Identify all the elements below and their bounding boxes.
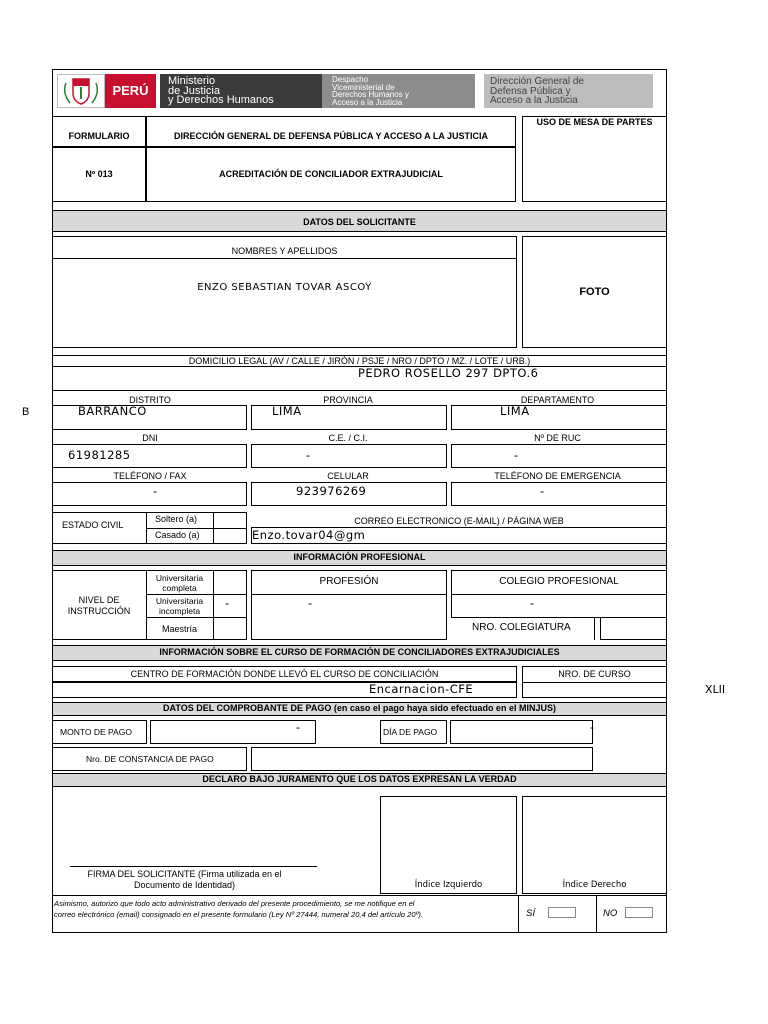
despacho-line: Viceministerial de	[332, 82, 395, 92]
autorizo-line: correo electrónico (email) consignado en el presente formulario (Ley Nº 27444, numeral 20,4 del artículo 20º).	[54, 910, 423, 919]
nombres-label: NOMBRES Y APELLIDOS	[231, 246, 338, 256]
univ-incompleta-line: incompleta	[158, 606, 201, 616]
nivel-line: NIVEL DE	[78, 595, 120, 605]
ce-field[interactable]: -	[306, 448, 311, 462]
centro-field[interactable]: Encarnacion-CFE	[369, 682, 474, 696]
provincia-label: PROVINCIA	[323, 395, 373, 405]
ce-label: C.E. / C.I.	[328, 433, 368, 443]
firma-line: Documento de Identidad)	[133, 880, 236, 890]
dni-label: DNI	[142, 433, 158, 443]
estado-civil-label: ESTADO CIVIL	[62, 520, 124, 530]
provincia-field[interactable]: LIMA	[272, 404, 302, 418]
celular-label: CELULAR	[327, 471, 369, 481]
si-label: SÍ	[526, 908, 535, 919]
colegio-field[interactable]: -	[530, 596, 535, 610]
no-label: NO	[603, 908, 618, 919]
univ-incompleta-line: Universitaria	[155, 596, 204, 606]
telefono-field-box	[52, 482, 247, 506]
solicitante-section-title: DATOS DEL SOLICITANTE	[303, 217, 416, 227]
ruc-field-box	[451, 444, 667, 468]
departamento-label: DEPARTAMENTO	[520, 395, 595, 405]
dia-field-box	[450, 720, 593, 744]
margin-note-right: XLII	[705, 683, 726, 696]
direccion-line: Defensa Pública y	[490, 85, 571, 97]
nivel-label	[52, 595, 146, 617]
domicilio-field[interactable]: PEDRO ROSELLO 297 DPTO.6	[358, 366, 539, 380]
monto-label: MONTO DE PAGO	[60, 727, 132, 737]
distrito-field[interactable]: BARRANCO	[78, 404, 147, 418]
centro-label: CENTRO DE FORMACIÓN DONDE LLEVÓ EL CURSO DE CONCILIACIÓN	[130, 669, 439, 679]
departamento-field[interactable]: LIMA	[500, 404, 530, 418]
dni-field[interactable]: 61981285	[68, 448, 131, 462]
domicilio-label: DOMICILIO LEGAL (AV / CALLE / JIRÓN / PSJE / NRO / DPTO / MZ. / LOTE / URB.)	[188, 356, 531, 366]
declaracion-section-title: DECLARO BAJO JURAMENTO QUE LOS DATOS EXPRESAN LA VERDAD	[202, 774, 517, 784]
autorizo-line: Asimismo, autorizo que todo acto administrativo derivado del presente procedimiento, se me notifique en el	[54, 899, 415, 908]
univ-incompleta-field[interactable]: -	[225, 596, 230, 610]
direccion-title: DIRECCIÓN GENERAL DE DEFENSA PÚBLICA Y ACCESO A LA JUSTICIA	[173, 131, 489, 141]
curso-section-title: INFORMACIÓN SOBRE EL CURSO DE FORMACIÓN DE CONCILIADORES EXTRAJUDICIALES	[159, 647, 560, 657]
numero-label: Nº 013	[85, 169, 113, 179]
si-checkbox[interactable]	[548, 907, 576, 918]
acreditacion-title: ACREDITACIÓN DE CONCILIADOR EXTRAJUDICIAL	[219, 169, 443, 179]
ministerio-line: de Justicia	[168, 84, 220, 97]
colegiatura-field[interactable]	[600, 617, 667, 640]
peru-shield-icon	[57, 74, 105, 108]
constancia-field[interactable]	[251, 747, 593, 771]
constancia-label: Nro. DE CONSTANCIA DE PAGO	[86, 754, 214, 764]
margin-note-left: B	[22, 406, 30, 418]
soltero-checkbox[interactable]	[214, 513, 246, 527]
direccion-line: Dirección General de	[490, 76, 584, 87]
colegio-label: COLEGIO PROFESIONAL	[499, 576, 619, 587]
ministerio-line: Ministerio	[168, 75, 216, 87]
firma-label	[62, 869, 307, 891]
profesion-label: PROFESIÓN	[319, 576, 379, 587]
departamento-field-box	[451, 405, 667, 430]
univ-completa-line: Universitaria	[155, 573, 204, 583]
nombres-field[interactable]: ENZO SEBASTIAN TOVAR ASCOY	[197, 282, 372, 293]
colegiatura-label: NRO. COLEGIATURA	[472, 622, 571, 633]
nro-curso-label: NRO. DE CURSO	[558, 669, 631, 679]
casado-checkbox[interactable]	[214, 529, 246, 543]
dia-label: DÍA DE PAGO	[383, 727, 438, 737]
formulario-label: FORMULARIO	[68, 131, 130, 141]
foto-label: FOTO	[579, 286, 610, 298]
direccion-block	[484, 74, 653, 108]
pago-section-title: DATOS DEL COMPROBANTE DE PAGO (en caso el pago haya sido efectuado en el MINJUS)	[163, 703, 556, 713]
direccion-line: Acceso a la Justicia	[490, 95, 578, 106]
emergencia-field[interactable]: -	[540, 484, 545, 498]
univ-completa-label	[146, 573, 213, 593]
soltero-label: Soltero (a)	[155, 514, 198, 524]
peru-label	[105, 74, 156, 108]
autorizo-text	[54, 898, 514, 920]
correo-field[interactable]: Enzo.tovar04@gm	[252, 528, 366, 542]
telefono-label: TELÉFONO / FAX	[113, 471, 187, 481]
mesa-partes-label: USO DE MESA DE PARTES	[536, 117, 653, 127]
firma-line: FIRMA DEL SOLICITANTE (Firma utilizada en el	[87, 869, 282, 879]
monto-field[interactable]: -	[296, 720, 301, 734]
distrito-label: DISTRITO	[129, 395, 171, 405]
maestria-label: Maestría	[161, 624, 197, 634]
emergencia-field-box	[451, 482, 667, 506]
no-checkbox[interactable]	[625, 907, 653, 918]
profesional-section-title: INFORMACIÓN PROFESIONAL	[293, 552, 426, 562]
univ-incompleta-label	[146, 596, 213, 616]
header-logos	[57, 74, 653, 108]
maestria-checkbox[interactable]	[214, 618, 246, 639]
correo-label: CORREO ELECTRONICO (E-MAIL) / PÁGINA WEB	[354, 516, 564, 526]
peru-text: PERÚ	[112, 83, 149, 98]
despacho-line: Derechos Humanos y	[332, 90, 409, 99]
nivel-line: INSTRUCCIÓN	[67, 606, 131, 616]
celular-field[interactable]: 923976269	[296, 484, 367, 498]
ce-field-box	[251, 444, 447, 468]
profesion-field[interactable]: -	[308, 596, 313, 610]
univ-completa-checkbox[interactable]	[214, 571, 246, 593]
monto-field-box	[150, 720, 316, 744]
univ-completa-line: completa	[162, 583, 197, 593]
indice-izquierdo-label: Índice Izquierdo	[414, 880, 483, 890]
mesa-partes-box	[522, 116, 667, 202]
despacho-block	[322, 74, 475, 108]
dia-field[interactable]: -	[590, 720, 595, 734]
emergencia-label: TELÉFONO DE EMERGENCIA	[494, 471, 621, 481]
ministerio-line: y Derechos Humanos	[168, 94, 274, 106]
telefono-field[interactable]: -	[153, 484, 158, 498]
despacho-line: Despacho	[332, 75, 369, 84]
indice-derecho-label: Índice Derecho	[562, 880, 627, 890]
casado-label: Casado (a)	[155, 530, 200, 540]
ruc-field[interactable]: -	[514, 448, 519, 462]
ruc-label: Nº DE RUC	[534, 433, 581, 443]
despacho-line: Acceso a la Justicia	[332, 97, 403, 107]
